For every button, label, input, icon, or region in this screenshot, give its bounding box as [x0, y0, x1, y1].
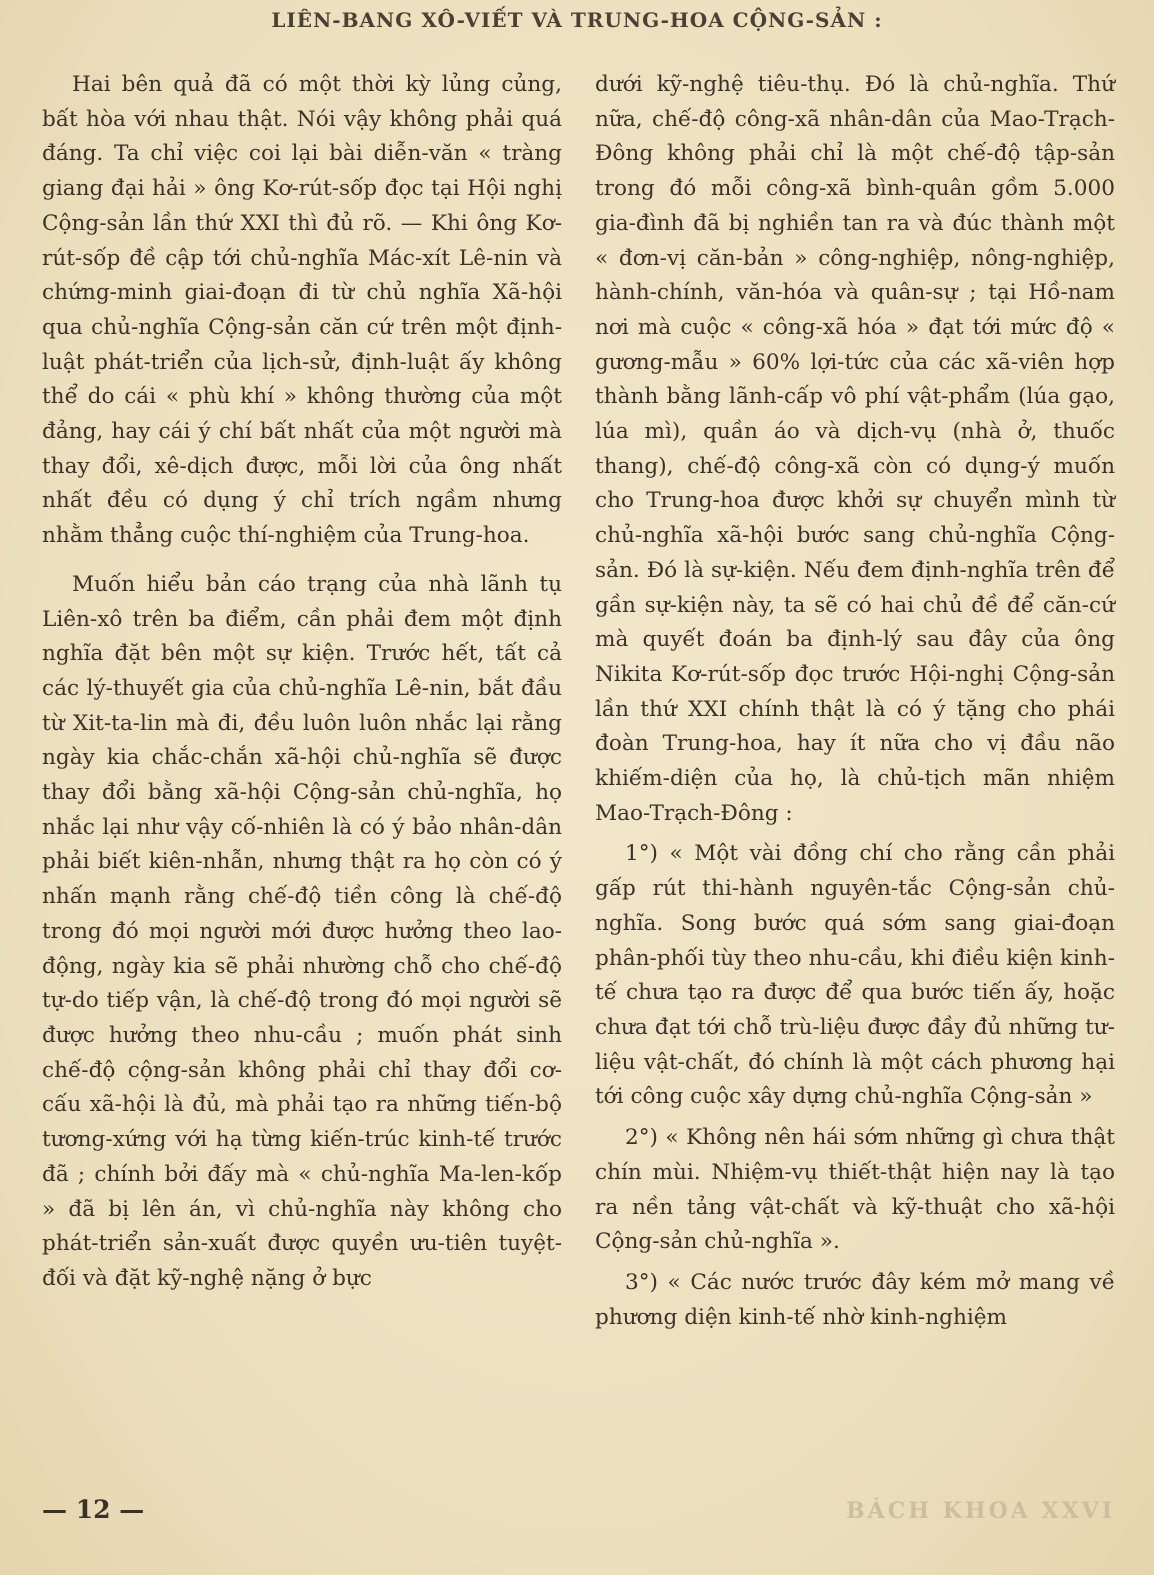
left-column [42, 68, 562, 1297]
quote-point-2: 2°) « Không nên hái sớm những gì chưa thật chín mùi. Nhiệm-vụ thiết-thật hiện nay là tạo ra nền tảng vật-chất và kỹ-thuật cho xã-hội Cộng-sản chủ-nghĩa ». [595, 1125, 1115, 1255]
running-title: LIÊN-BANG XÔ-VIẾT VÀ TRUNG-HOA CỘNG-SẢN : [271, 8, 883, 32]
magazine-footer: BÁCH KHOA XXVI [846, 1498, 1115, 1524]
quote-point-3: 3°) « Các nước trước đây kém mở mang về phương diện kinh-tế nhờ kinh-nghiệm [595, 1269, 1115, 1330]
right-paragraph-1: dưới kỹ-nghệ tiêu-thụ. Đó là chủ-nghĩa. Thứ nữa, chế-độ công-xã nhân-dân của Mao-Trạch-Đông không phải chỉ là một chế-độ tập-sản trong đó mỗi công-xã bình-quân gồm 5.000 gia-đình đã bị nghiền tan ra và đúc thành một « đơn-vị căn-bản » công-nghiệp, nông-nghiệp, hành-chính, văn-hóa và quân-sự ; tại Hồ-nam nơi mà cuộc « công-xã hóa » đạt tới mức độ « gương-mẫu » 60% lợi-tức của các xã-viên hợp thành bằng lãnh-cấp vô phí vật-phẩm (lúa gạo, lúa mì), quần áo và dịch-vụ (nhà ở, thuốc thang), chế-độ công-xã còn có dụng-ý muốn cho Trung-hoa được khởi sự chuyển mình từ chủ-nghĩa xã-hội bước sang chủ-nghĩa Cộng-sản. Đó là sự-kiện. Nếu đem định-nghĩa trên để gần sự-kiện này, ta sẽ có hai chủ đề để căn-cứ mà quyết đoán ba định-lý sau đây của ông Nikita Kơ-rút-sốp đọc trước Hội-nghị Cộng-sản lần thứ XXI chính thật là có ý tặng cho phái đoàn Trung-hoa, hay ít nữa cho vị đầu não khiếm-diện của họ, là chủ-tịch mãn nhiệm Mao-Trạch-Đông : [595, 72, 1115, 826]
right-column [595, 68, 1115, 1335]
left-paragraph-2: Muốn hiểu bản cáo trạng của nhà lãnh tụ Liên-xô trên ba điểm, cần phải đem một định nghĩa đặt bên một sự kiện. Trước hết, tất cả các lý-thuyết gia của chủ-nghĩa Lê-nin, bắt đầu từ Xit-ta-lin mà đi, đều luôn luôn nhắc lại rằng ngày kia chắc-chắn xã-hội chủ-nghĩa sẽ được thay đổi bằng xã-hội Cộng-sản chủ-nghĩa, họ nhắc lại như vậy cố-nhiên là có ý bảo nhân-dân phải biết kiên-nhẫn, nhưng thật ra họ còn có ý nhấn mạnh rằng chế-độ tiền công là chế-độ trong đó mọi người mới được hưởng theo lao-động, ngày kia sẽ phải nhường chỗ cho chế-độ tự-do tiếp vận, là chế-độ trong đó mọi người sẽ được hưởng theo nhu-cầu ; muốn phát sinh chế-độ cộng-sản không phải chỉ thay đổi cơ-cấu xã-hội là đủ, mà phải tạo ra những tiến-bộ tương-xứng với hạ từng kiến-trúc kinh-tế trước đã ; chính bởi đấy mà « chủ-nghĩa Ma-len-kốp » đã bị lên án, vì chủ-nghĩa này không cho phát-triển sản-xuất được quyền ưu-tiên tuyệt-đối và đặt kỹ-nghệ nặng ở bực [42, 571, 562, 1291]
left-paragraph-1: Hai bên quả đã có một thời kỳ lủng củng, bất hòa với nhau thật. Nói vậy không phải quá đáng. Ta chỉ việc coi lại bài diễn-văn « tràng giang đại hải » ông Kơ-rút-sốp đọc tại Hội nghị Cộng-sản lần thứ XXI thì đủ rõ. — Khi ông Kơ-rút-sốp đề cập tới chủ-nghĩa Mác-xít Lê-nin và chứng-minh giai-đoạn đi từ chủ nghĩa Xã-hội qua chủ-nghĩa Cộng-sản căn cứ trên một định-luật phát-triển của lịch-sử, định-luật ấy không thể do cái « phù khí » không thường của một đảng, hay cái ý chí bất nhất của một người mà thay đổi, xê-dịch được, mỗi lời của ông nhất nhất đều có dụng ý chỉ trích ngầm nhưng nhằm thẳng cuộc thí-nghiệm của Trung-hoa. [42, 72, 562, 549]
quote-point-1: 1°) « Một vài đồng chí cho rằng cần phải gấp rút thi-hành nguyên-tắc Cộng-sản chủ-nghĩa. Song bước quá sớm sang giai-đoạn phân-phối tùy theo nhu-cầu, khi điều kiện kinh-tế chưa tạo ra được để qua bước tiến ấy, hoặc chưa đạt tới chỗ trù-liệu được đầy đủ những tư-liệu vật-chất, đó chính là một cách phương hại tới công cuộc xây dựng chủ-nghĩa Cộng-sản » [595, 841, 1115, 1110]
page-number: — 12 — [42, 1495, 145, 1524]
